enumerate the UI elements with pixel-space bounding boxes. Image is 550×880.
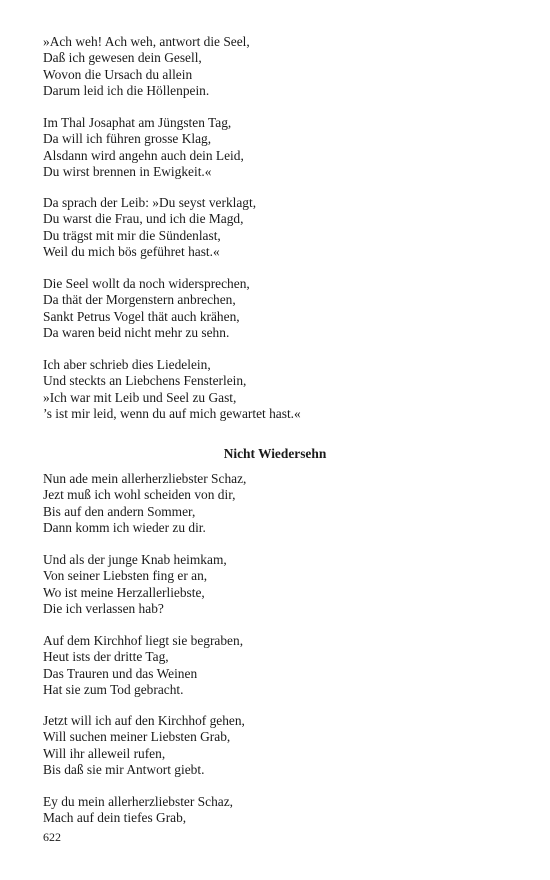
stanza bbox=[43, 633, 243, 699]
verse-line: Du wirst brennen in Ewigkeit.« bbox=[43, 164, 212, 180]
verse-line: Jetzt will ich auf den Kirchhof gehen, bbox=[43, 713, 245, 728]
verse-line: Die ich verlassen hab? bbox=[43, 601, 164, 617]
verse-line: Da will ich führen grosse Klag, bbox=[43, 131, 212, 147]
stanza bbox=[43, 115, 244, 181]
verse-line: Und als der junge Knab heimkam, bbox=[43, 552, 227, 567]
verse-line: Da sprach der Leib: »Du seyst verklagt, bbox=[43, 195, 257, 210]
verse-line: Alsdann wird angehn auch dein Leid, bbox=[43, 147, 244, 163]
stanza bbox=[43, 552, 227, 618]
stanza bbox=[43, 794, 233, 827]
verse-line: Will suchen meiner Liebsten Grab, bbox=[43, 729, 231, 745]
verse-line: Die Seel wollt da noch widersprechen, bbox=[43, 276, 250, 291]
page-number: 622 bbox=[43, 830, 61, 844]
verse-line: »Ich war mit Leib und Seel zu Gast, bbox=[43, 389, 237, 405]
verse-line: Auf dem Kirchhof liegt sie begraben, bbox=[43, 633, 244, 648]
verse-line: Dann komm ich wieder zu dir. bbox=[43, 520, 206, 536]
stanza bbox=[43, 357, 301, 423]
verse-line: Ich aber schrieb dies Liedelein, bbox=[43, 357, 211, 372]
verse-line: »Ach weh! Ach weh, antwort die Seel, bbox=[43, 34, 250, 49]
verse-line: Sankt Petrus Vogel thät auch krähen, bbox=[43, 308, 240, 324]
verse-line: Wo ist meine Herzallerliebste, bbox=[43, 584, 205, 600]
verse-line: Bis daß sie mir Antwort giebt. bbox=[43, 762, 205, 778]
verse-line: Da waren beid nicht mehr zu sehn. bbox=[43, 325, 230, 341]
verse-line: Ey du mein allerherzliebster Schaz, bbox=[43, 794, 233, 809]
verse-line: Nun ade mein allerherzliebster Schaz, bbox=[43, 471, 247, 486]
verse-line: Daß ich gewesen dein Gesell, bbox=[43, 50, 202, 66]
verse-line: ’s ist mir leid, wenn du auf mich gewartet hast.« bbox=[43, 406, 301, 422]
verse-line: Hat sie zum Tod gebracht. bbox=[43, 682, 184, 698]
verse-line: Bis auf den andern Sommer, bbox=[43, 503, 196, 519]
verse-line: Heut ists der dritte Tag, bbox=[43, 649, 169, 665]
stanza bbox=[43, 276, 250, 342]
verse-line: Darum leid ich die Höllenpein. bbox=[43, 83, 210, 99]
verse-line: Das Trauren und das Weinen bbox=[43, 665, 198, 681]
verse-line: Weil du mich bös geführet hast.« bbox=[43, 244, 220, 260]
verse-line: Will ihr alleweil rufen, bbox=[43, 745, 166, 761]
stanza bbox=[43, 713, 245, 779]
verse-line: Mach auf dein tiefes Grab, bbox=[43, 810, 187, 826]
stanza bbox=[43, 195, 256, 261]
verse-line: Und steckts an Liebchens Fensterlein, bbox=[43, 373, 247, 389]
verse-line: Wovon die Ursach du allein bbox=[43, 66, 193, 82]
verse-line: Von seiner Liebsten fing er an, bbox=[43, 568, 208, 584]
stanza bbox=[43, 471, 246, 537]
verse-line: Du warst die Frau, und ich die Magd, bbox=[43, 211, 244, 227]
verse-line: Jezt muß ich wohl scheiden von dir, bbox=[43, 487, 236, 503]
verse-line: Du trägst mit mir die Sündenlast, bbox=[43, 227, 221, 243]
poem-title: Nicht Wiedersehn bbox=[223, 446, 327, 461]
stanza bbox=[43, 34, 250, 100]
verse-line: Da thät der Morgenstern anbrechen, bbox=[43, 292, 236, 308]
verse-line: Im Thal Josaphat am Jüngsten Tag, bbox=[43, 115, 232, 130]
